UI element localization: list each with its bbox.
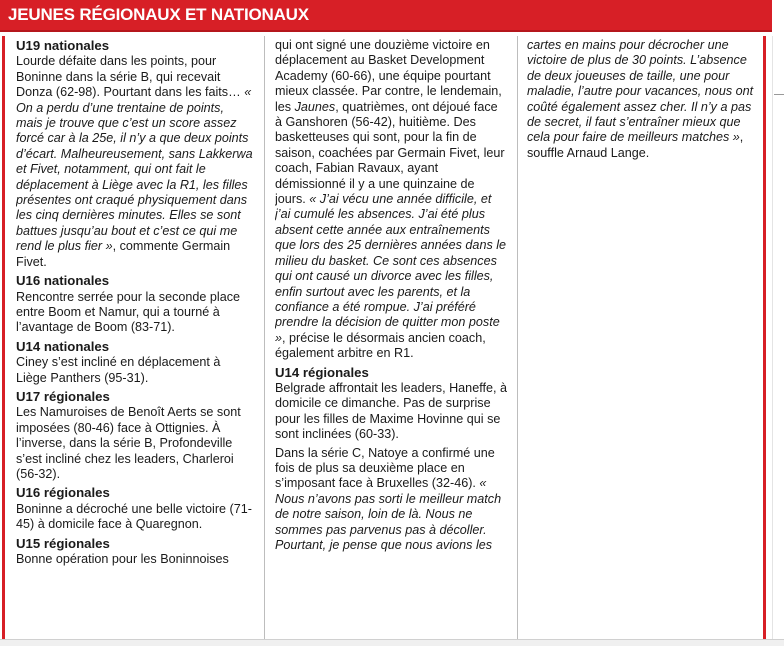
body-text: qui ont signé une douzième victoire en déplacement au Basket Development Academy (60-66), une équipe pourtant mieux classée. Par contre, le lendemain, les — [275, 38, 502, 114]
subheading-u19-nationales: U19 nationales — [16, 38, 110, 53]
body-text: , souffle Arnaud Lange. — [527, 130, 744, 160]
article-column-3 — [527, 38, 759, 646]
subheading-u17-regionales: U17 régionales — [16, 388, 110, 404]
paragraph: Ciney s’est incliné en déplacement à Liège Panthers (95-31). — [16, 355, 221, 385]
body-text: , commente Germain Fivet. — [16, 239, 231, 269]
paragraph: Rencontre serrée pour la seconde place entre Boom et Namur, qui a tourné à l’avantage de Boom (83-71). — [16, 289, 241, 335]
body-text: Dans la série C, Natoye a confirmé une fois de plus sa deuxième place en s’imposant face à Bruxelles (32-46). — [275, 445, 495, 491]
paragraph — [275, 38, 507, 362]
page-edge-mark — [774, 94, 784, 95]
quote-text: « Nous n’avons pas sorti le meilleur match de notre saison, loin de là. Nous ne sommes pas parvenus pas à décoller. Pourtant, je pense que nous avions les — [275, 476, 502, 552]
quote-text: « J’ai vécu une année difficile, et j’ai cumulé les absences. J’ai été plus absent cette année aux entraînements que lors des 25 dernières années dans le milieu du basket. Ce sont ces absences qui ont causé un divorce avec les filles, enfin surtout avec les parents, et la confiance a été rompue. J’ai préféré prendre la décision de quitter mon poste » — [275, 192, 507, 345]
body-text: Lourde défaite dans les points, pour Boninne dans la série B, qui recevait Donza (62-98). Pourtant dans les faits… — [16, 54, 245, 100]
subheading-u14-nationales: U14 nationales — [16, 338, 110, 354]
section-title: JEUNES RÉGIONAUX ET NATIONAUX — [8, 5, 309, 24]
subheading-u16-regionales: U16 régionales — [16, 485, 110, 501]
subheading-u14-regionales: U14 régionales — [275, 364, 369, 380]
subheading-u15-regionales: U15 régionales — [16, 535, 110, 551]
subheading-u16-nationales: U16 nationales — [16, 273, 110, 289]
quote-text: « On a perdu d’une trentaine de points, mais je trouve que c’est un score assez forcé car à la 25e, il n’y a que deux points d’écart. Malheureusement, sans Lakkerwa et Fivet, notamment, qui ont fait le déplacement à Liège avec la R1, les filles présentes ont craqué physiquement dans les cinq dernières minutes. Elles se sont battues jusqu’au bout et c’est ce qui me rend le plus fier » — [16, 85, 253, 254]
article-column-1 — [16, 38, 254, 646]
paragraph — [275, 446, 507, 554]
body-text: , précise le désormais ancien coach, également arbitre en R1. — [275, 330, 486, 361]
paragraph: Bonne opération pour les Boninnoises — [16, 552, 229, 566]
paragraph — [16, 54, 254, 270]
paragraph: Boninne a décroché une belle victoire (71-45) à domicile face à Quaregnon. — [16, 501, 252, 532]
quote-text: cartes en mains pour décrocher une victoire de plus de 30 points. L’absence de deux joueuses de taille, une pour maladie, l’autre pour vacances, nous ont coûté également assez cher. Il n’y a pas de secret, il faut s’entraîner mieux que cela pour faire de meilleurs matches » — [527, 38, 754, 145]
paragraph: Belgrade affrontait les leaders, Haneffe, à domicile ce dimanche. Pas de surprise pour les filles de Maxime Hovinne qui se sont inclinées (60-33). — [275, 380, 507, 442]
column-divider — [264, 36, 265, 646]
body-text: , quatrièmes, ont déjoué face à Ganshoren (56-42), huitième. Des basketteuses qui sont, pour la fin de saison, coachées par Germain Fivet, leur coach, Fabian Ravaux, ayant démissionné il y a une quinzaine de jours. — [275, 99, 505, 207]
page-edge — [772, 36, 784, 646]
article-column-2 — [275, 38, 507, 646]
team-nickname: Jaunes — [294, 99, 336, 114]
bottom-scroll-strip — [0, 639, 784, 646]
paragraph — [527, 38, 759, 161]
column-divider — [517, 36, 518, 646]
section-banner — [0, 0, 772, 32]
paragraph: Les Namuroises de Benoît Aerts se sont imposées (80-46) face à Ottignies. À l’inverse, dans la série B, Profondeville s’est incliné chez les leaders, Charleroi (56-32). — [16, 405, 241, 481]
